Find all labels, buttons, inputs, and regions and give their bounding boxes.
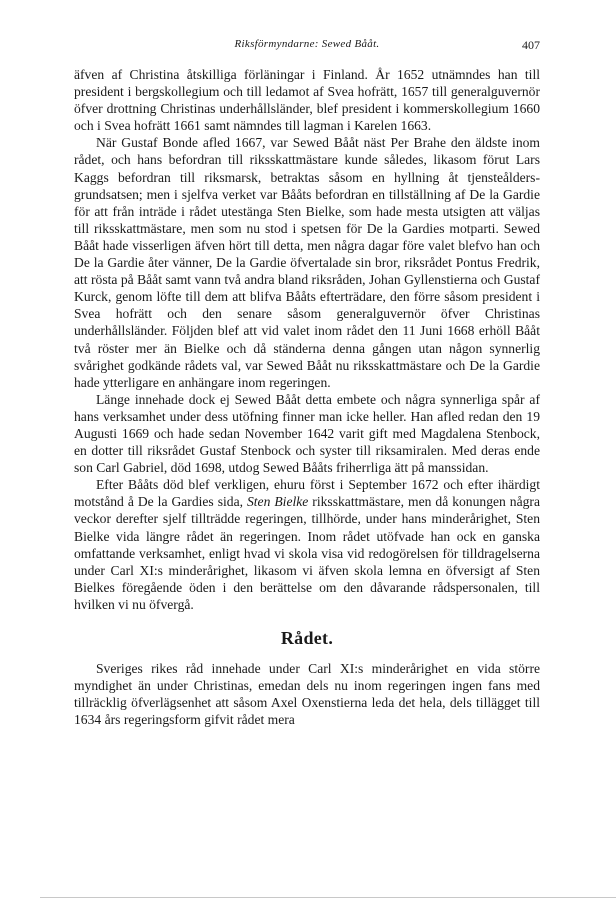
body-text [74,66,540,728]
paragraph-continued: äfven af Christina åtskilliga förläningar i Finland. År 1652 utnämndes han till president i bergskollegium och till ledamot af Svea hofrätt, 1657 till generalguvernör öfver drottning Christinas underhållsländer, blef president i kommerskollegium 1660 och i Svea hofrätt 1661 samt nämndes till lagman i Karelen 1663. [74,67,540,134]
paragraph-baat-office: Länge innehade dock ej Sewed Bååt detta embete och några synnerliga spår af hans verksamhet under dess utöfning finner man icke heller. Han afled redan den 19 Augusti 1669 och hade sedan November 1642 varit gift med Magdalena Stenbock, en dotter till riksrådet Gustaf Stenbock och syster till riksamiralen. Med deras ende son Carl Gabriel, död 1698, utdog Sewed Bååts friherrliga ätt på manssidan. [74,391,540,476]
bottom-rule [40,897,616,898]
paragraph-bielke-before: Efter Bååts död blef verkligen, ehuru först i September 1672 och efter ihärdigt motstånd å De la Gardies sida, [74,477,540,510]
emphasis-sten-bielke: Sten Bielke [246,494,309,510]
section-heading: Rådet. [280,628,334,648]
page-header [74,38,540,56]
paragraph-radet: Sveriges rikes råd innehade under Carl XI:s minderårighet en vida större myndighet än under Christinas, emedan dels nu inom regeringen ingen fans med tillräcklig öfverlägsenhet att såsom Axel Oxenstierna leda det hela, dels tillägget till 1634 års regeringsform gifvit rådet mera [74,661,540,728]
paragraph-bielke [74,476,540,613]
running-head: Riksförmyndarne: Sewed Bååt. [234,38,380,50]
paragraph-bonde-death: När Gustaf Bonde afled 1667, var Sewed Bååt näst Per Brahe den äldste inom rådet, och hans befordran till riksskattmästare kunde således, likasom förut Lars Kaggs befordran till riksmarsk, betraktas såsom en hyllning åt tjensteålders-grundsatsen; men i sjelfva verket var Bååts befordran en tillställning af De la Gardie för att från inträde i rådet utestänga Sten Bielke, som hade mesta utsigten att väljas till riksskattmästare, men som nu stod i spetsen för De la Gardies motparti. Sewed Bååt hade visserligen äfven hört till detta, men några dagar före valet blefvo han och De la Gardie åter vänner, De la Gardie öfvertalade sin bror, riksrådet Pontus Fredrik, att rösta på Bååt samt vann två andra bland riksråden, Johan Gyllenstierna och Gustaf Kurck, genom löfte till dem att blifva Bååts efterträdare, den förre såsom president i Svea hofrätt och den senare såsom generalguvernör öfver Christinas underhållsländer. Följden blef att vid valet inom rådet den 11 Juni 1668 erhöll Bååt två röster mer än Bielke och då ständerna denna gången utan någon synnerlig svårighet godkände rådets val, var Sewed Bååt nu riksskattmästare och De la Gardie hade ytterligare en anhängare inom regeringen. [74,135,540,390]
page-number: 407 [522,38,540,52]
paragraph-bielke-after: riksskattmästare, men då konungen några veckor derefter sjelf tillträdde regeringen, tillhörde, under hans minderårighet, Sten Bielke vida längre rådet än regeringen. Inom rådet utöfvade han ock en ganska omfattande verksamhet, enligt hvad vi skola visa vid redogörelsen för tilldragelserna under Carl XI:s minderårighet, likasom vi äfven skola lemna en öfversigt af Sten Bielkes föregående öden i den berättelse om den dåvarande rådspersonalen, till hvilken vi nu öfvergå. [74,494,540,612]
